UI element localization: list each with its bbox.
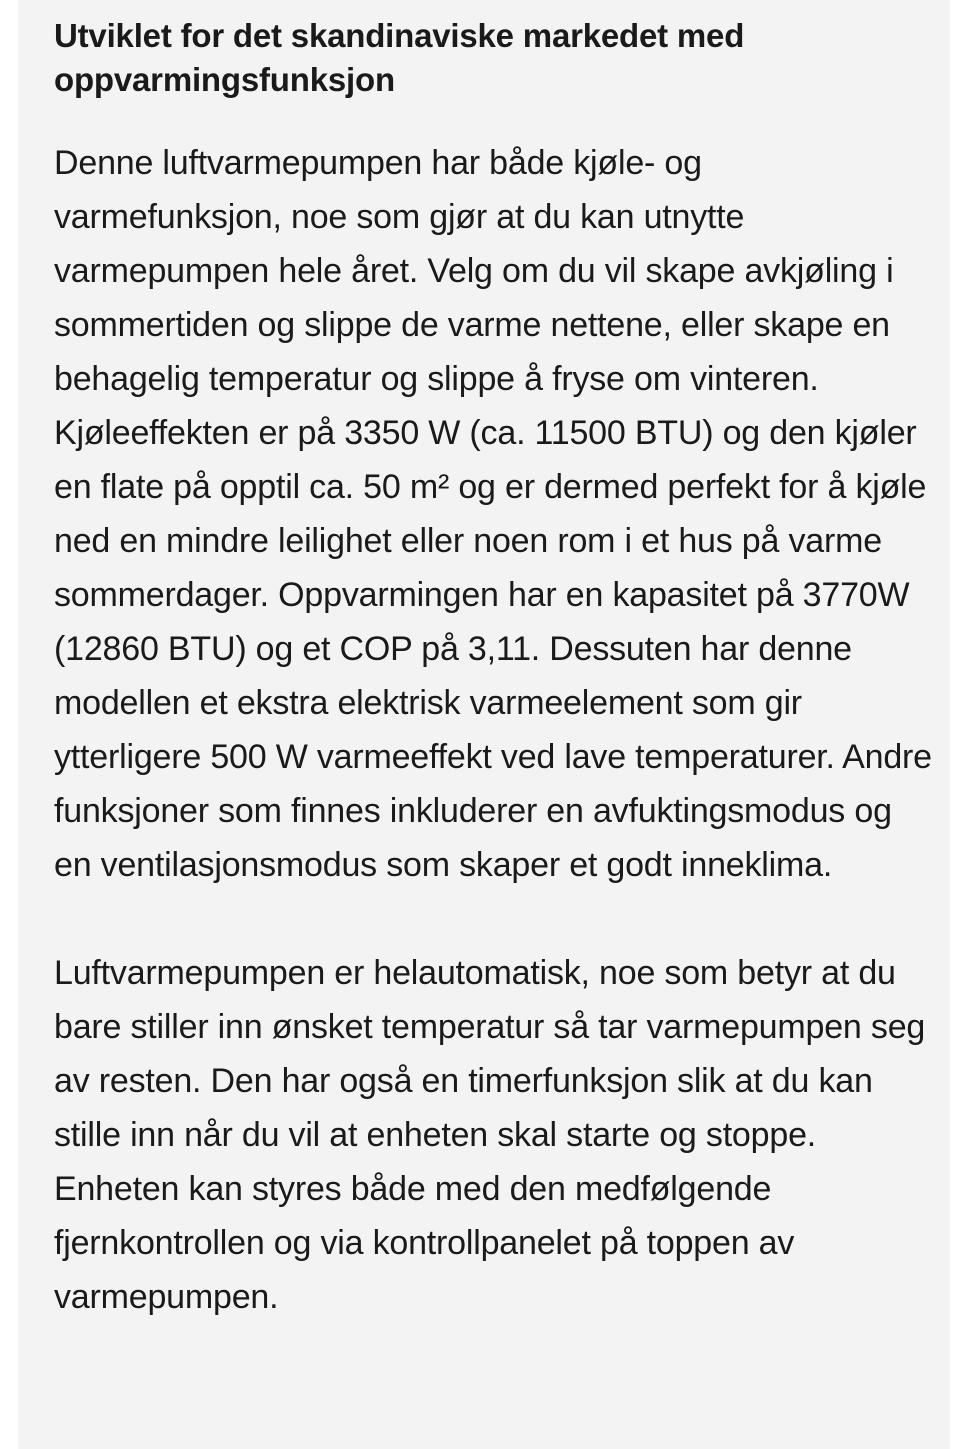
description-paragraph: Luftvarmepumpen er helautomatisk, noe som betyr at du bare stiller inn ønsket temperatur så tar varmepumpen seg av resten. Den har også en timerfunksjon slik at du kan stille inn når du vil at enheten skal starte og stoppe. Enheten kan styres både med den medfølgende fjernkontrollen og via kontrollpanelet på toppen av varmepumpen. <box>54 954 926 1316</box>
description-paragraph: Denne luftvarmepumpen har både kjøle- og varmefunksjon, noe som gjør at du kan utnytte varmepumpen hele året. Velg om du vil skape avkjøling i sommertiden og slippe de varme nettene, eller skape en behagelig temperatur og slippe å fryse om vinteren. Kjøleeffekten er på 3350 W (ca. 11500 BTU) og den kjøler en flate på opptil ca. 50 m² og er dermed perfekt for å kjøle ned en mindre leilighet eller noen rom i et hus på varme sommerdager. Oppvarmingen har en kapasitet på 3770W (12860 BTU) og et COP på 3,11. Dessuten har denne modellen et ekstra elektrisk varmeelement som gir ytterligere 500 W varmeeffekt ved lave temperaturer. Andre funksjoner som finnes inkluderer en avfuktingsmodus og en ventilasjonsmodus som skaper et godt inneklima. <box>54 144 932 884</box>
product-description-card <box>18 0 950 1449</box>
section-heading: Utviklet for det skandinaviske markedet med oppvarmingsfunksjon <box>54 17 745 98</box>
